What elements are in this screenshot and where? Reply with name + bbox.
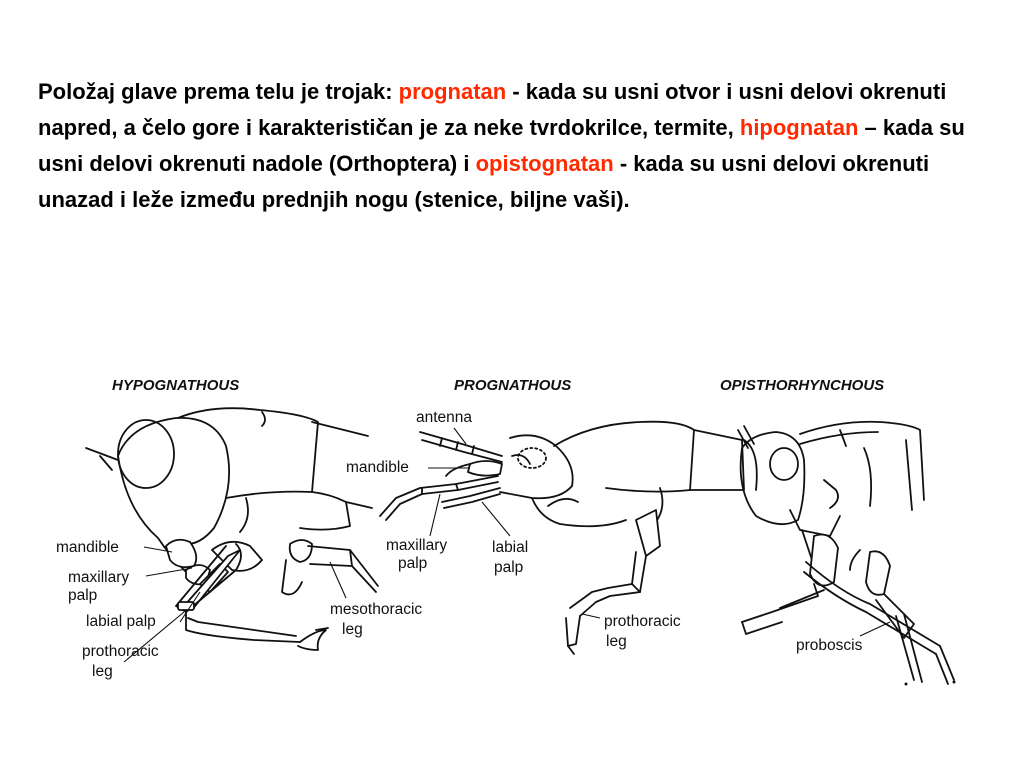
description-paragraph xyxy=(38,74,998,218)
hypo-label-labial-palp: labial palp xyxy=(86,613,156,630)
insect-head-diagram xyxy=(0,360,1024,768)
opis-label-proboscis: proboscis xyxy=(796,637,863,654)
hypo-label-maxillary-palp: palp xyxy=(68,587,98,604)
prog-label-maxillary: maxillary xyxy=(386,537,448,554)
prognathous-title: PROGNATHOUS xyxy=(454,377,572,394)
hypo-label-maxillary: maxillary xyxy=(68,569,130,586)
term-prognatan: prognatan xyxy=(398,79,507,104)
prog-label-prothoracic: prothoracic xyxy=(604,613,681,630)
prog-label-prothoracic-leg: leg xyxy=(606,633,627,650)
prog-label-mandible: mandible xyxy=(346,459,409,476)
text-part-1: Položaj glave prema telu je trojak: xyxy=(38,79,399,104)
hypo-label-prothoracic-leg: leg xyxy=(92,663,113,680)
text-part-3: – kada su usni delovi okrenuti nadole (Orthoptera) i xyxy=(38,115,965,176)
hypo-label-prothoracic: prothoracic xyxy=(82,643,159,660)
hypognathous-panel xyxy=(56,377,422,680)
text-part-2: - kada su usni otvor i usni delovi okrenuti napred, a čelo gore i karakterističan je za neke tvrdokrilce, termite, xyxy=(38,79,947,140)
prog-label-labial: labial xyxy=(492,539,529,556)
term-hipognatan: hipognatan xyxy=(739,115,859,140)
hypo-label-mesothoracic-leg: leg xyxy=(342,621,363,638)
opisthorhynchous-title: OPISTHORHYNCHOUS xyxy=(720,377,885,394)
term-opistognatan: opistognatan xyxy=(475,151,614,176)
opisthorhynchous-panel xyxy=(720,377,956,686)
prog-label-labial-palp: palp xyxy=(494,559,524,576)
hypognathous-title: HYPOGNATHOUS xyxy=(112,377,240,394)
head-position-figure xyxy=(0,360,1024,768)
prog-label-antenna: antenna xyxy=(416,409,473,426)
hypo-label-mesothoracic: mesothoracic xyxy=(330,601,423,618)
text-part-4: - kada su usni delovi okrenuti unazad i leže između prednjih nogu (stenice, biljne vaši). xyxy=(38,151,930,212)
hypo-label-mandible: mandible xyxy=(56,539,119,556)
prog-label-maxillary-palp: palp xyxy=(398,555,428,572)
